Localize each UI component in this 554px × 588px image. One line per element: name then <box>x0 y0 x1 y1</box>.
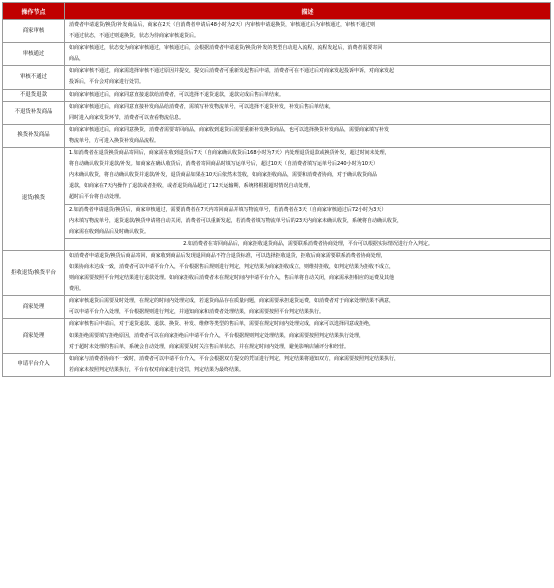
description-line: 同时进入商家发货环节，消费者可以查看物流信息。 <box>69 114 185 121</box>
description-line: 超时后平台将自动处理。 <box>69 194 125 201</box>
description-line: 如商家与消费者协商不一致时，消费者可以申请平台介入，平台会根据双方提交的凭证进行判定，判定结果将通知双方，商家需要按照判定结果执行， <box>69 355 400 362</box>
description-line: 将自动确认收货并退款/补发。如商家在确认收货后，消费者寄回商品时填写运单号后，超过10天（自消费者填写运单号后240小时为10天） <box>69 161 378 168</box>
description-line: 若商家未按照判定结果执行，平台有权对商家进行处罚，判定结果为最终结果。 <box>69 366 245 373</box>
description-line: 如果拒绝需要填写拒绝原因，消费者可以在商家拒绝后申请平台介入，平台根据规则判定处理结果，商家需要按照判定结果执行处理， <box>69 332 365 339</box>
sub-row <box>65 148 550 204</box>
table-row <box>3 319 551 353</box>
description-line: 如消费者申请退货/换货后商品寄回，商家收到商品后发现退回商品不符合退货标准，可以选择拒收退货，拒收后商家需要联系消费者协商处理， <box>69 252 386 259</box>
description-line: 可以申请平台介入处理，平台根据规则进行判定，并通知商家和消费者处理结果，商家需要按照平台判定结果执行。 <box>69 309 325 316</box>
operation-cell: 不退货补发商品 <box>3 101 65 124</box>
description-cell <box>65 66 551 89</box>
description-line: 物流单号，方可进入换货补发商品流程。 <box>69 137 160 144</box>
policy-table <box>2 2 551 377</box>
sub-row <box>65 204 550 238</box>
description-cell <box>65 43 551 66</box>
operation-cell: 退货/换货 <box>3 148 65 251</box>
sub-row <box>65 238 550 250</box>
operation-cell: 商家审核 <box>3 20 65 43</box>
description-line: 如商家审核通过后，商家同意直接退款给消费者，可以选择不退货退款，退款完成后售后单结束。 <box>69 91 285 98</box>
header-operation: 操作节点 <box>3 3 65 20</box>
table-row <box>3 20 551 43</box>
description-cell <box>65 250 551 295</box>
description-cell <box>65 296 551 319</box>
description-line: 商家需在收到商品后及时确认收货。 <box>69 228 150 235</box>
operation-cell: 换货补发商品 <box>3 124 65 147</box>
table-row <box>3 124 551 147</box>
description-line: 如商家审核通过，状态变为商家审核通过，审核通过后，会根据消费者申请退货/换货/补发的类型自动进入流程，流程发起后，消费者需要寄回 <box>69 45 383 52</box>
description-line: 消费者申请退货/换货/补发商品后，商家在2天（自消费者申请后48小时为2天）内审核申请退换货，审核通过后为审核通过，审核不通过则 <box>69 22 376 28</box>
description-line: 对于超时未处理的售后单，系统会自动处理，商家需要及时关注售后单状态，并在规定时间内处理，避免影响店铺评分和经营。 <box>69 343 350 350</box>
description-line: 如商家审核通过后，商家同意直接补发商品给消费者，需填写补发物流单号，可以选择不退货补发，补发后售后单结束， <box>69 103 335 110</box>
operation-cell: 商家处理 <box>3 296 65 319</box>
description-cell <box>65 101 551 124</box>
operation-cell: 审核通过 <box>3 43 65 66</box>
description-line: 如果协商未达成一致，消费者可以申请平台介入，平台根据售后规则进行判定，判定结果为商家拒收成立，则维持拒收，如判定结果为拒收不成立， <box>69 263 395 270</box>
header-description: 描述 <box>65 3 551 20</box>
table-row <box>3 296 551 319</box>
description-line: 1.如消费者在退货换货商品寄回后，商家需在收到退货后7天（自商家确认收货后168小时为7天）内处理退货退款或换货补发，超过时间未处理， <box>69 150 390 157</box>
sub-cell <box>65 204 550 238</box>
sub-table <box>65 148 550 250</box>
description-line: 费用。 <box>69 286 85 293</box>
operation-cell: 拒收退货/换货平台 <box>3 250 65 295</box>
table-row <box>3 43 551 66</box>
description-line: 如商家审核不通过，商家需选择审核不通过原因并提交，提交后消费者可重新发起售后申请，消费者可在不通过后对商家发起投诉申诉，对商家发起 <box>69 68 395 75</box>
operation-cell: 商家处理 <box>3 319 65 353</box>
description-cell <box>65 124 551 147</box>
operation-cell: 审核不通过 <box>3 66 65 89</box>
description-line: 则商家需要按照平台判定结果进行退款处理。如商家拒收后消费者未在规定时间内申请平台介入，售后单将自动关闭，商家需承担相应的运费及其他 <box>69 275 395 282</box>
description-cell <box>65 148 551 251</box>
operation-cell: 申请平台介入 <box>3 353 65 376</box>
description-line: 退款，如商家在7天内操作了退款或者拒收，或者退货商品超过了12天运输期，系统将根据超时情况自动处理， <box>69 183 314 190</box>
description-cell <box>65 20 551 43</box>
description-line: 内未确认收货，将自动确认收货并退款/补发，退货商品如果在10天后依然未签收，如商家拒收商品，需要和消费者协商，对于确认收货商品 <box>69 172 378 179</box>
description-line: 投诉后，平台会对商家进行处罚。 <box>69 79 145 86</box>
sub-cell <box>65 148 550 204</box>
description-line: 商家审核售后申请后，对于退货退款、退款、换货、补发、维修等类型的售后单，需要在规定时间内处理完成，商家可以选择同意或拒绝， <box>69 321 375 328</box>
table-row <box>3 353 551 376</box>
description-line: 如商家审核通过后，商家同意换货，消费者需要寄回商品，商家收到退货后需要重新补发换货商品，也可以选择换货补发商品，需要商家填写补发 <box>69 126 390 133</box>
description-cell <box>65 89 551 101</box>
description-line: 不通过状态，不通过则退换货，状态为待商家审核退货后。 <box>69 33 200 40</box>
table-row <box>3 250 551 295</box>
table-row <box>3 101 551 124</box>
operation-cell: 不退货退款 <box>3 89 65 101</box>
description-line: 商家审核退货后需要及时处理，在规定的时间内处理完成，若退货商品存在质量问题，商家需要承担退货运费，如消费者对于商家处理结果不满意， <box>69 298 395 305</box>
table-row <box>3 89 551 101</box>
description-line: 内未填写物流单号，退货退款/换货申请将自动关闭，消费者可以重新发起，若消费者填写物流单号后的23天内商家未确认收货，系统将自动确认收货， <box>69 217 403 224</box>
table-header-row <box>3 3 551 20</box>
description-line: 2.如消费者在寄回商品后，商家拒收退货商品，需要联系消费者协商处理，平台可以根据实际情况进行介入判定。 <box>183 240 433 247</box>
sub-cell <box>65 238 550 250</box>
policy-table-container <box>2 2 550 377</box>
table-row <box>3 66 551 89</box>
description-line: 商品， <box>69 56 85 63</box>
description-line: 2.如消费者申请退货/换货后，商家审核通过，需要消费者在7天内寄回商品并填写物流单号，若消费者在3天（自商家审核通过后72小时为3天） <box>69 206 387 213</box>
description-cell <box>65 319 551 353</box>
table-row-return <box>3 148 551 251</box>
description-cell <box>65 353 551 376</box>
